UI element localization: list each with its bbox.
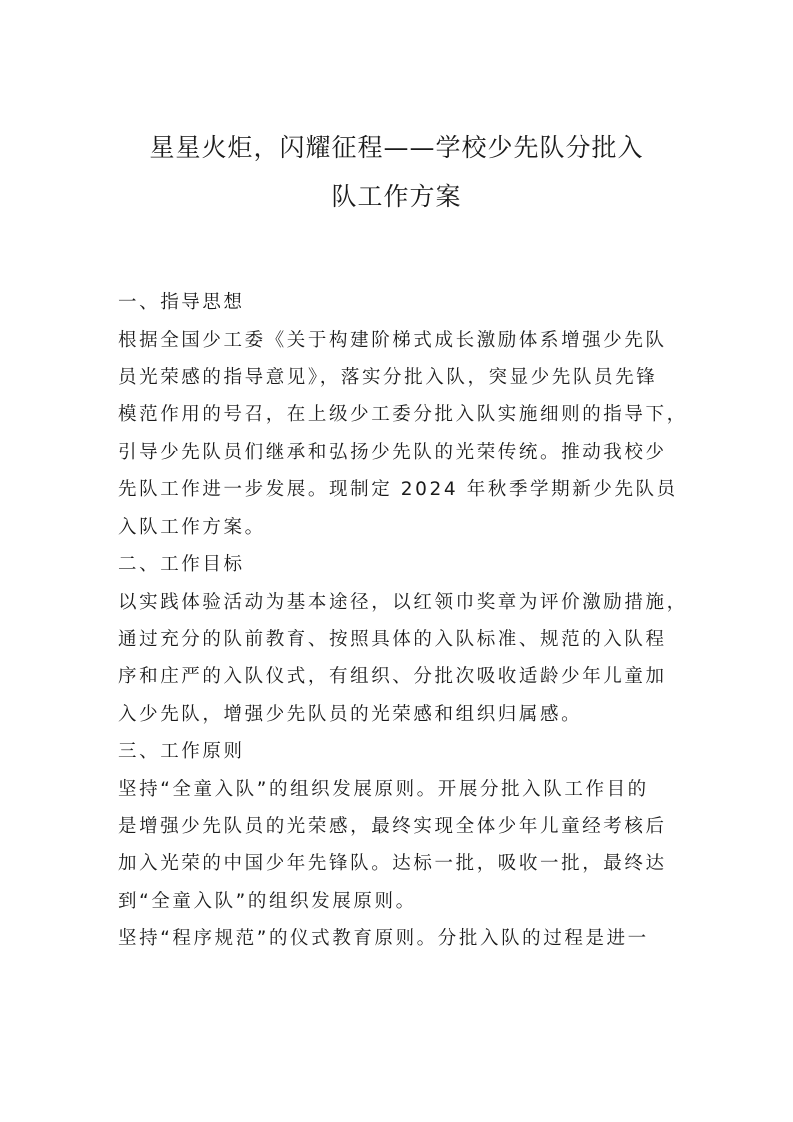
paragraph-line: 以实践体验活动为基本途径，以红领巾奖章为评价激励措施， [118, 592, 688, 613]
paragraph-line: 先队工作进一步发展。现制定 2024 年秋季学期新少先队员 [118, 479, 678, 500]
paragraph-line: 序和庄严的入队仪式，有组织、分批次吸收适龄少年儿童加 [118, 666, 667, 687]
paragraph-line: 坚持“全童入队”的组织发展原则。开展分批入队工作目的 [118, 779, 649, 800]
paragraph-line: 是增强少先队员的光荣感，最终实现全体少年儿童经考核后 [118, 816, 667, 837]
paragraph-line: 加入光荣的中国少年先锋队。达标一批，吸收一批，最终达 [118, 853, 667, 874]
paragraph-line: 入队工作方案。 [118, 517, 266, 538]
paragraph-line: 引导少先队员们继承和弘扬少先队的光荣传统。推动我校少 [118, 442, 667, 463]
paragraph-line: 通过充分的队前教育、按照具体的入队标准、规范的入队程 [118, 629, 667, 650]
paragraph-line: 员光荣感的指导意见》，落实分批入队，突显少先队员先锋 [118, 367, 658, 388]
paragraph-line: 坚持“程序规范”的仪式教育原则。分批入队的过程是进一 [118, 928, 649, 949]
paragraph-line: 根据全国少工委《关于构建阶梯式成长激励体系增强少先队 [118, 330, 667, 351]
section-heading: 三、工作原则 [118, 741, 245, 762]
section-heading: 一、指导思想 [118, 292, 245, 313]
paragraph-line: 入少先队，增强少先队员的光荣感和组织归属感。 [118, 704, 583, 725]
document-title-line-1: 星星火炬，闪耀征程——学校少先队分批入 [149, 133, 644, 162]
paragraph-line: 到“全童入队”的组织发展原则。 [118, 891, 417, 912]
document-title-line-2: 队工作方案 [331, 182, 462, 211]
paragraph-line: 模范作用的号召，在上级少工委分批入队实施细则的指导下， [118, 404, 688, 425]
section-heading: 二、工作目标 [118, 554, 245, 575]
